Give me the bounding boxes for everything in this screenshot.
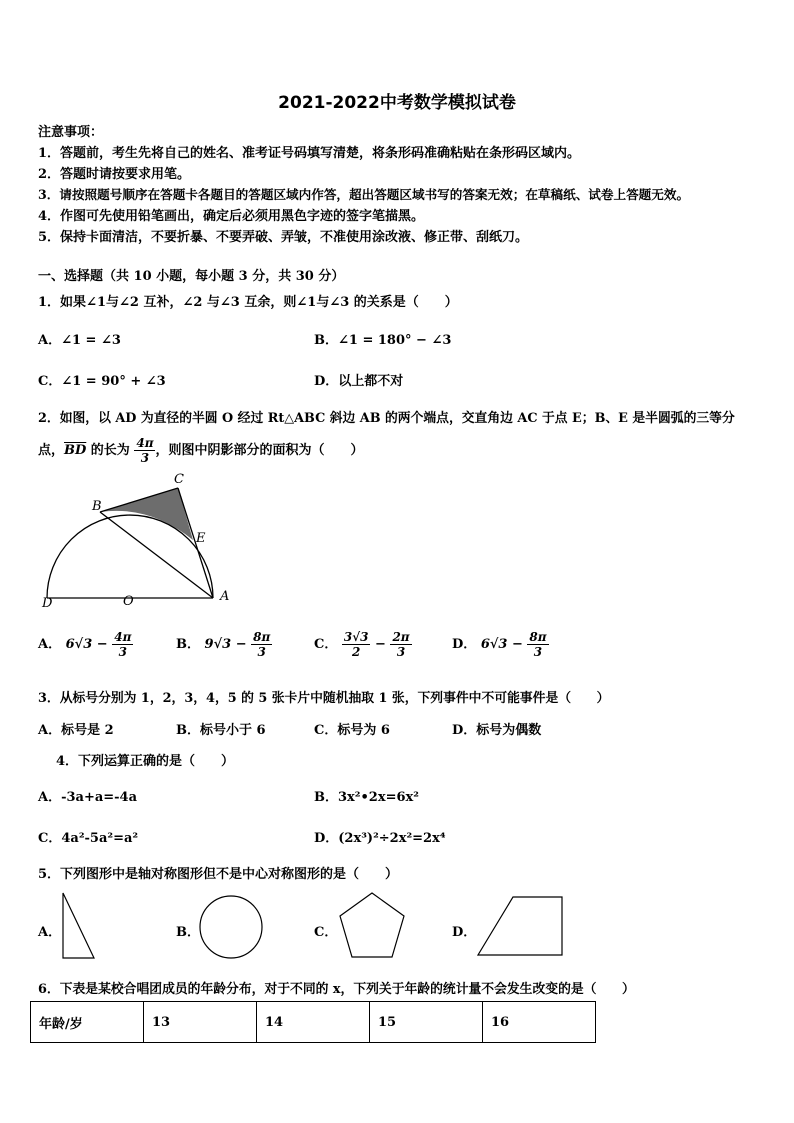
label-c: C [174, 472, 184, 487]
notice-heading: 注意事项： [38, 125, 104, 140]
label-d: D [42, 596, 53, 611]
q2-text: 的长为 [86, 443, 135, 458]
q1-option-c: C．∠1 = 90° + ∠3 [38, 374, 166, 389]
q3-option-d: D．标号为偶数 [452, 723, 542, 738]
label-b: B [92, 499, 102, 514]
q3-option-b: B．标号小于 6 [176, 723, 266, 738]
option-letter: A． [38, 637, 62, 652]
q5-option-b: B． [176, 925, 200, 940]
right-triangle-shape [63, 893, 94, 958]
notice-item: 5．保持卡面清洁，不要折暴、不要弄破、弄皱，不准使用涂改液、修正带、刮纸刀。 [38, 230, 529, 245]
arc-bd: $\overline{BD}$ [64, 443, 87, 458]
fraction-numerator: 4π [114, 630, 132, 644]
age-table [30, 1001, 596, 1043]
notice-item: 4．作图可先使用铅笔画出，确定后必须用黑色字迹的签字笔描黑。 [38, 209, 425, 224]
label-e: E [196, 531, 206, 546]
fraction-denominator: 3 [140, 451, 150, 465]
q4-option-c: C．4a²-5a²=a² [38, 831, 139, 846]
q2-text: 点， [38, 443, 65, 458]
fraction-numerator: 2π [392, 630, 410, 644]
option-letter: B． [176, 637, 200, 652]
fraction-numerator: 3√3 [343, 630, 369, 644]
table-cell: 13 [144, 1002, 257, 1043]
fraction-denominator: 3 [257, 645, 266, 659]
notice-item: 1．答题前，考生先将自己的姓名、准考证号码填写清楚，将条形码准确粘贴在条形码区域内。 [38, 146, 581, 161]
notice-item: 2．答题时请按要求用笔。 [38, 167, 191, 182]
table-cell: 14 [257, 1002, 370, 1043]
q2-option-d: D． 6√3 − $\frac{8\pi}{3}$ [452, 630, 547, 659]
q1-option-d: D．以上都不对 [314, 374, 404, 389]
q5-option-d: D． [452, 925, 477, 940]
q1-option-b: B．∠1 = 180° − ∠3 [314, 333, 452, 348]
table-cell: 年龄/岁 [31, 1002, 144, 1043]
q2-text: ，则图中阴影部分的面积为（ ） [155, 443, 364, 458]
option-letter: D． [452, 637, 477, 652]
q4-option-d: D．(2x³)²÷2x²=2x⁴ [314, 831, 446, 846]
fraction-denominator: 3 [396, 645, 406, 659]
fraction-numerator: 8π [529, 630, 547, 644]
table-row [31, 1002, 596, 1043]
q5-stem: 5．下列图形中是轴对称图形但不是中心对称图形的是（ ） [38, 867, 399, 882]
circle-shape [200, 896, 262, 958]
label-a: A [220, 589, 230, 604]
option-letter: C． [314, 637, 338, 652]
fraction-numerator: 4π [136, 436, 154, 450]
page-title: 2021-2022中考数学模拟试卷 [278, 93, 516, 113]
q3-option-a: A．标号是 2 [38, 723, 114, 738]
q5-option-a: A． [38, 925, 62, 940]
q2-stem-line1: 2．如图，以 AD 为直径的半圆 O 经过 Rt△ABC 斜边 AB 的两个端点，交直角边 AC 于点 E；B、E 是半圆弧的三等分 [38, 411, 735, 426]
pentagon-shape [340, 893, 404, 957]
fraction-denominator: 3 [533, 645, 543, 659]
table-cell: 16 [483, 1002, 596, 1043]
notice-item: 3．请按照题号顺序在答题卡各题目的答题区域内作答，超出答题区域书写的答案无效；在草稿纸、试卷上答题无效。 [38, 187, 690, 202]
q4-option-a: A．-3a+a=-4a [38, 790, 138, 805]
table-cell: 15 [370, 1002, 483, 1043]
q6-stem: 6．下表是某校合唱团成员的年龄分布，对于不同的 x，下列关于年龄的统计量不会发生改变的是（ ） [38, 982, 635, 997]
q4-stem: 4．下列运算正确的是（ ） [56, 754, 235, 769]
label-o: O [123, 594, 134, 609]
option-radical: 9√3 [204, 637, 232, 652]
q2-option-b: B． 9√3 − $\frac{8\pi}{3}$ [176, 630, 271, 659]
q4-option-b: B．3x²•2x=6x² [314, 790, 419, 805]
option-radical: 6√3 [480, 637, 508, 652]
option-radical: 6√3 [65, 637, 93, 652]
fraction-denominator: 3 [118, 645, 127, 659]
q2-option-a: A． 6√3 − $\frac{4\pi}{3}$ [38, 630, 132, 659]
fraction-denominator: 2 [352, 645, 361, 659]
q2-option-c: C． $\frac{3√3}{2}$ − $\frac{2\pi}{3}$ [314, 630, 410, 659]
q1-option-a: A．∠1 = ∠3 [38, 333, 121, 348]
q3-option-c: C．标号为 6 [314, 723, 390, 738]
fraction-numerator: 8π [253, 630, 271, 644]
q3-stem: 3．从标号分别为 1，2，3，4，5 的 5 张卡片中随机抽取 1 张，下列事件中不可能事件是（ ） [38, 691, 610, 706]
section-heading: 一、选择题（共 10 小题，每小题 3 分，共 30 分） [38, 269, 345, 284]
q5-option-c: C． [314, 925, 338, 940]
trapezoid-shape [478, 897, 562, 955]
q1-stem: 1．如果∠1与∠2 互补，∠2 与∠3 互余，则∠1与∠3 的关系是（ ） [38, 295, 458, 310]
